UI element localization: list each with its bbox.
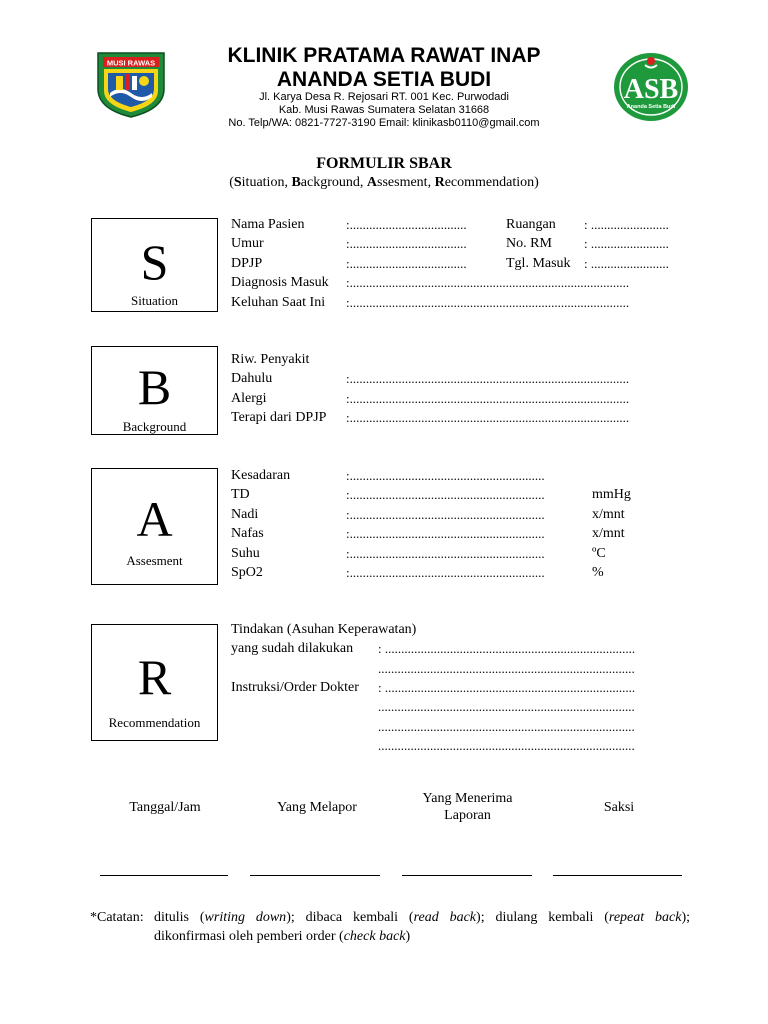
b-row-label: Dahulu — [231, 371, 273, 387]
s-row-right-value[interactable]: : ........................ — [584, 217, 669, 232]
logo-right-text: ASB — [623, 74, 679, 105]
b-row-label: Riw. Penyakit — [231, 352, 310, 367]
subtitle-initial-2: A — [366, 175, 378, 190]
subtitle-initial-0: S — [233, 175, 242, 190]
s-row-label: Nama Pasien — [231, 217, 305, 232]
note-line2: dikonfirmasi oleh pemberi order (check back) — [154, 929, 411, 944]
s-row-right-label: Tgl. Masuk — [506, 255, 571, 271]
logo-right-subtext: Ananda Setia Budi — [626, 104, 676, 110]
s-row-label: Keluhan Saat Ini — [231, 294, 326, 310]
r-row-value[interactable]: ............................................................................... — [378, 699, 635, 714]
a-row-label: Nafas — [231, 526, 264, 542]
clinic-name-line2: ANANDA SETIA BUDI — [276, 68, 492, 91]
a-row-unit: ºC — [592, 545, 606, 561]
r-row-value[interactable]: ............................................................................... — [378, 719, 635, 734]
r-row-label: Tindakan (Asuhan Keperawatan) — [231, 622, 417, 637]
assesment-label: Assesment — [126, 553, 183, 568]
r-row-label: yang sudah dilakukan — [231, 641, 354, 656]
s-row-right-label: Ruangan — [506, 217, 556, 232]
s-row-right-value[interactable]: : ........................ — [584, 255, 669, 271]
s-row-label: Diagnosis Masuk — [231, 275, 329, 291]
b-row-value[interactable]: :...................................................................................... — [346, 390, 630, 406]
a-row-unit: x/mnt — [592, 506, 625, 522]
signature-receiver-label — [400, 790, 535, 824]
r-row-value[interactable]: ............................................................................... — [378, 738, 635, 753]
a-row-unit: % — [592, 565, 604, 580]
s-row-value[interactable]: :.................................... — [346, 255, 467, 271]
form-title: FORMULIR SBAR — [316, 155, 452, 172]
b-row-label: Terapi dari DPJP — [231, 410, 327, 426]
background-letter: B — [137, 359, 172, 415]
recommendation-label: Recommendation — [108, 715, 201, 730]
r-row-value[interactable]: : ............................................................................. — [378, 641, 636, 656]
s-row-value[interactable]: :.................................... — [346, 217, 467, 232]
situation-letter: S — [140, 234, 169, 290]
signature-line-witness[interactable] — [553, 875, 682, 876]
r-row-value[interactable]: : ............................................................................. — [378, 680, 636, 695]
note-line1: ditulis (writing down); dibaca kembali (read back); diulang kembali (repeat back); — [154, 910, 690, 925]
a-row-label: TD — [231, 487, 250, 503]
recommendation-box — [91, 624, 218, 741]
background-box — [91, 346, 218, 435]
r-row-value[interactable]: ............................................................................... — [378, 661, 635, 676]
a-row-value[interactable]: :............................................................ — [346, 545, 545, 561]
clinic-address-2: Kab. Musi Rawas Sumatera Selatan 31668 — [278, 104, 490, 116]
b-row-label: Alergi — [231, 390, 267, 406]
background-label: Background — [122, 419, 187, 434]
clinic-contact: No. Telp/WA: 0821-7727-3190 Email: klinikasb0110@gmail.com — [228, 117, 540, 129]
subtitle-initial-3: R — [434, 175, 445, 190]
a-row-value[interactable]: :............................................................ — [346, 526, 545, 542]
s-row-label: DPJP — [231, 255, 263, 271]
r-row-label: Instruksi/Order Dokter — [231, 680, 359, 695]
clinic-name-line1: KLINIK PRATAMA RAWAT INAP — [227, 44, 541, 67]
signature-date-time-label: Tanggal/Jam — [129, 800, 201, 815]
signature-line-date[interactable] — [100, 875, 228, 876]
signature-receiver-line2: Laporan — [444, 808, 491, 823]
assesment-letter: A — [136, 491, 173, 547]
a-row-label: Suhu — [231, 545, 260, 561]
s-row-label: Umur — [231, 236, 264, 252]
clinic-address-1: Jl. Karya Desa R. Rejosari RT. 001 Kec. Purwodadi — [259, 91, 509, 103]
a-row-value[interactable]: :............................................................ — [346, 468, 545, 483]
subtitle-initial-1: B — [291, 175, 301, 190]
asb-logo — [612, 50, 690, 122]
signature-reporter-label: Yang Melapor — [277, 800, 357, 815]
s-row-value[interactable]: :...................................................................................... — [346, 294, 630, 310]
a-row-unit: mmHg — [592, 487, 631, 503]
assesment-box — [91, 468, 218, 585]
a-row-label: Nadi — [231, 506, 259, 522]
a-row-label: SpO2 — [231, 565, 263, 580]
a-row-value[interactable]: :............................................................ — [346, 565, 545, 580]
signature-witness-label: Saksi — [603, 800, 635, 815]
a-row-label: Kesadaran — [231, 468, 291, 483]
b-row-value[interactable]: :...................................................................................... — [346, 410, 630, 426]
s-row-value[interactable]: :...................................................................................... — [346, 275, 630, 291]
s-row-right-label: No. RM — [506, 236, 552, 252]
signature-line-receiver[interactable] — [402, 875, 532, 876]
logo-left-text: MUSI RAWAS — [106, 58, 156, 68]
situation-box — [91, 218, 218, 312]
situation-label: Situation — [131, 293, 178, 308]
note-label: *Catatan: — [90, 910, 144, 925]
signature-line-reporter[interactable] — [250, 875, 380, 876]
note — [90, 908, 690, 946]
b-row-value[interactable]: :...................................................................................... — [346, 371, 630, 387]
a-row-value[interactable]: :............................................................ — [346, 506, 545, 522]
s-row-right-value[interactable]: : ........................ — [584, 236, 669, 252]
signature-receiver-line1: Yang Menerima — [422, 791, 513, 806]
form-subtitle: (Situation, Background, Assesment, Recommendation) — [229, 175, 539, 190]
s-row-value[interactable]: :.................................... — [346, 236, 467, 252]
recommendation-letter: R — [137, 649, 172, 705]
a-row-unit: x/mnt — [592, 526, 625, 542]
a-row-value[interactable]: :............................................................ — [346, 487, 545, 503]
